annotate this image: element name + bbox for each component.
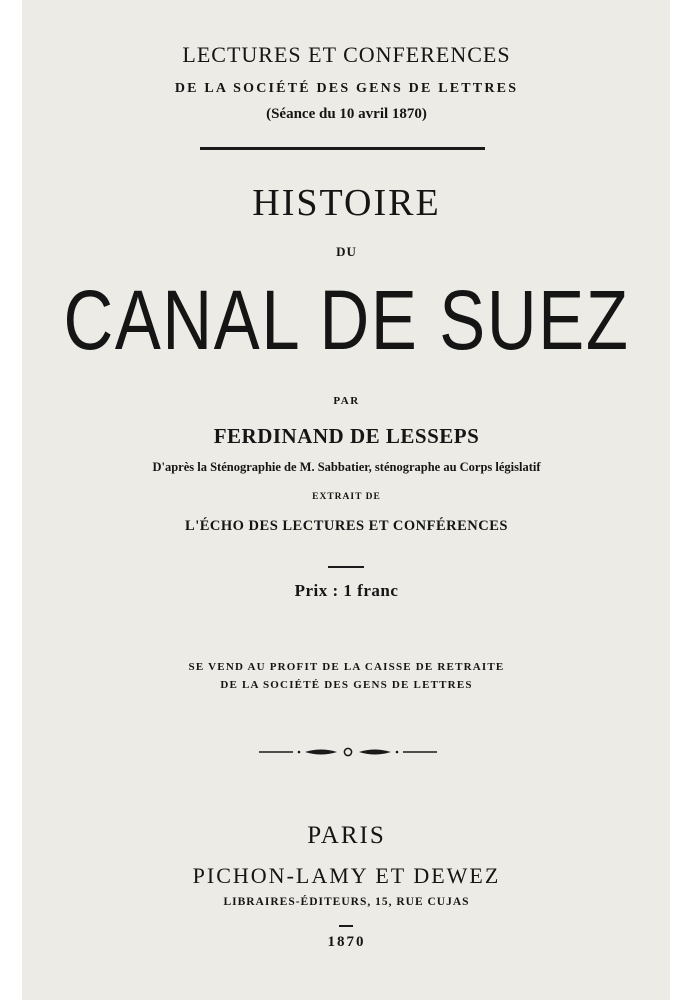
price: Prix : 1 franc xyxy=(294,581,399,600)
par-label: PAR xyxy=(333,395,360,407)
society-name: DE LA SOCIÉTÉ DES GENS DE LETTRES xyxy=(174,81,519,96)
imprint-publisher: PICHON-LAMY ET DEWEZ xyxy=(192,863,501,888)
title-canal-de-suez: CANAL DE SUEZ xyxy=(63,273,630,367)
author-name: FERDINAND DE LESSEPS xyxy=(213,424,480,448)
price-rule xyxy=(328,566,364,568)
imprint-year: 1870 xyxy=(327,934,366,950)
imprint-city: PARIS xyxy=(307,822,386,849)
ornament-divider xyxy=(259,744,437,760)
extrait-de-label: EXTRAIT DE xyxy=(312,492,381,502)
sale-note-line1: SE VEND AU PROFIT DE LA CAISSE DE RETRAITE xyxy=(188,661,505,673)
stenography-note: D'après la Sténographie de M. Sabbatier, sténographe au Corps législatif xyxy=(152,460,541,474)
title-histoire: HISTOIRE xyxy=(252,182,441,224)
year-rule xyxy=(339,925,353,927)
imprint-address: LIBRAIRES-ÉDITEURS, 15, RUE CUJAS xyxy=(223,896,470,908)
title-du: DU xyxy=(336,244,357,259)
series-title: LECTURES ET CONFERENCES xyxy=(182,42,511,67)
header-rule xyxy=(200,147,485,150)
source-publication: L'ÉCHO DES LECTURES ET CONFÉRENCES xyxy=(185,518,508,534)
session-date: (Séance du 10 avril 1870) xyxy=(266,106,427,122)
sale-note-line2: DE LA SOCIÉTÉ DES GENS DE LETTRES xyxy=(220,679,473,691)
